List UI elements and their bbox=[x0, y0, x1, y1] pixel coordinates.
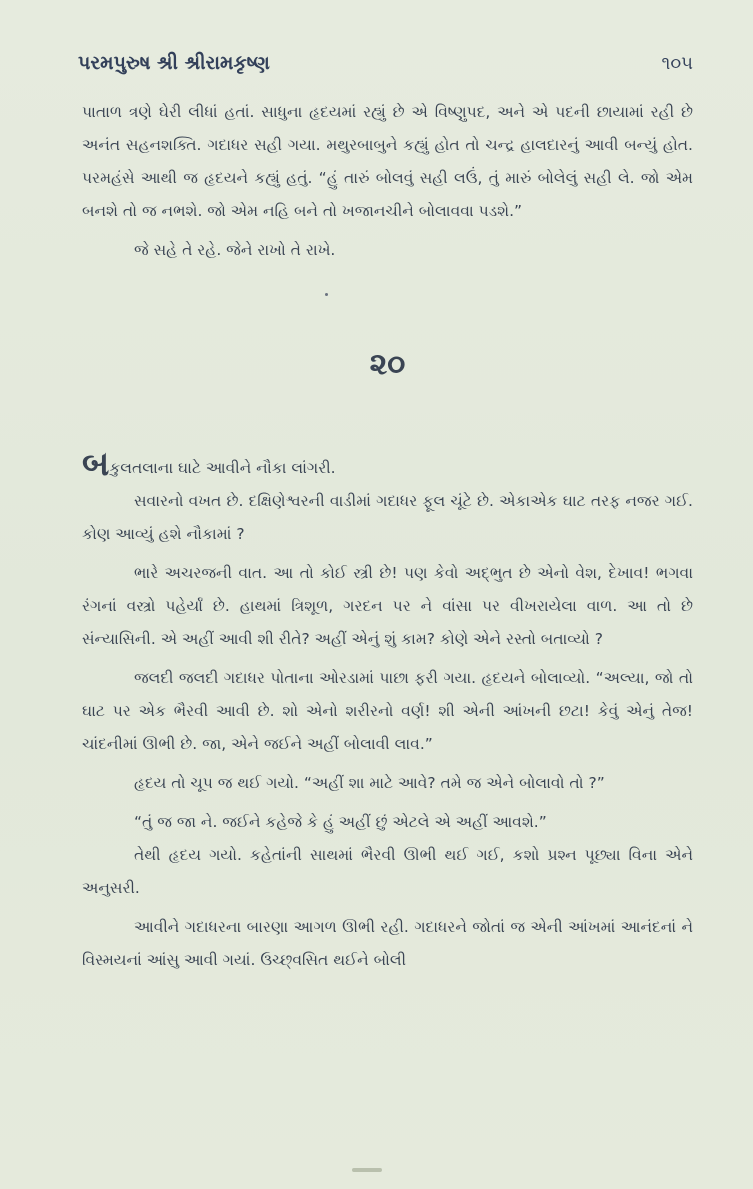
paragraph-10: આવીને ગદાધરના બારણા આગળ ઊભી રહી. ગદાધરને જોતાં જ એની આંખમાં આનંદનાં ને વિસ્મયનાં આંસુ આવી ગયાં. ઉચ્છ્‌વસિત થઈને બોલી bbox=[82, 918, 693, 969]
page-smudge bbox=[352, 1168, 382, 1172]
stray-mark bbox=[82, 267, 693, 337]
paragraph-2: જે સહે તે રહે. જેને રાખો તે રાખે. bbox=[134, 241, 336, 259]
running-title: પરમપુરુષ શ્રી શ્રીરામકૃષ્ણ bbox=[78, 52, 270, 74]
paragraph-4: સવારનો વખત છે. દક્ષિણેશ્વરની વાડીમાં ગદાધર ફૂલ ચૂંટે છે. એકાએક ઘાટ તરફ નજર ગઈ. કોણ આવ્યું હશે નૌકામાં ? bbox=[82, 492, 693, 543]
page-number: ૧૦૫ bbox=[661, 53, 693, 74]
paragraph-6: જલદી જલદી ગદાધર પોતાના ઓરડામાં પાછા ફરી ગયા. હૃદયને બોલાવ્યો. “અલ્યા, જો તો ઘાટ પર એક ભૈરવી આવી છે. શો એનો શરીરનો વર્ણ! શી એની આંખની છટા! કેવું એનું તેજ! ચાંદનીમાં ઊભી છે. જા, એને જઈને અહીં બોલાવી લાવ.” bbox=[82, 669, 693, 753]
paragraph-5: ભારે અચરજની વાત. આ તો કોઈ સ્ત્રી છે! પણ કેવો અદ્‌ભુત છે એનો વેશ, દેખાવ! ભગવા રંગનાં વસ્ત્રો પહેર્યાં છે. હાથમાં ત્રિશૂળ, ગરદન પર ને વાંસા પર વીખરાયેલા વાળ. આ તો છે સંન્યાસિની. એ અહીં આવી શી રીતે? અહીં એનું શું કામ? કોણે એને રસ્તો બતાવ્યો ? bbox=[82, 564, 693, 648]
running-header bbox=[78, 52, 693, 74]
drop-cap: બ bbox=[82, 444, 110, 484]
paragraph-9: તેથી હૃદય ગયો. કહેતાંની સાથમાં ભૈરવી ઊભી થઈ ગઈ, કશો પ્રશ્ન પૂછ્યા વિના એને અનુસરી. bbox=[82, 846, 693, 897]
paragraph-3 bbox=[82, 444, 693, 485]
paragraph-8: “તું જ જા ને. જઈને કહેજે કે હું અહીં છું એટલે એ અહીં આવશે.” bbox=[134, 813, 547, 831]
paragraph-7: હૃદય તો ચૂપ જ થઈ ગયો. “અહીં શા માટે આવે? તમે જ એને બોલાવો તો ?” bbox=[134, 774, 605, 792]
paragraph-3-text: કુલતલાના ઘાટે આવીને નૌકા લાંગરી. bbox=[109, 459, 336, 477]
paragraph-1: પાતાળ ત્રણે ઘેરી લીધાં હતાં. સાધુના હૃદયમાં રહ્યું છે એ વિષ્ણુપદ, અને એ પદની છાયામાં રહી છે અનંત સહનશક્તિ. ગદાધર સહી ગયા. મથુરબાબુને કહ્યું હોત તો ચન્દ્ર હાલદારનું આવી બન્યું હોત. પરમહંસે આથી જ હૃદયને કહ્યું હતું. “હું તારું બોલવું સહી લઉં, તું મારું બોલેલું સહી લે. જો એમ બનશે તો જ નભશે. જો એમ નહિ બને તો ખજાનચીને બોલાવવા પડશે.” bbox=[82, 103, 693, 220]
chapter-number: ૨૦ bbox=[369, 347, 406, 382]
